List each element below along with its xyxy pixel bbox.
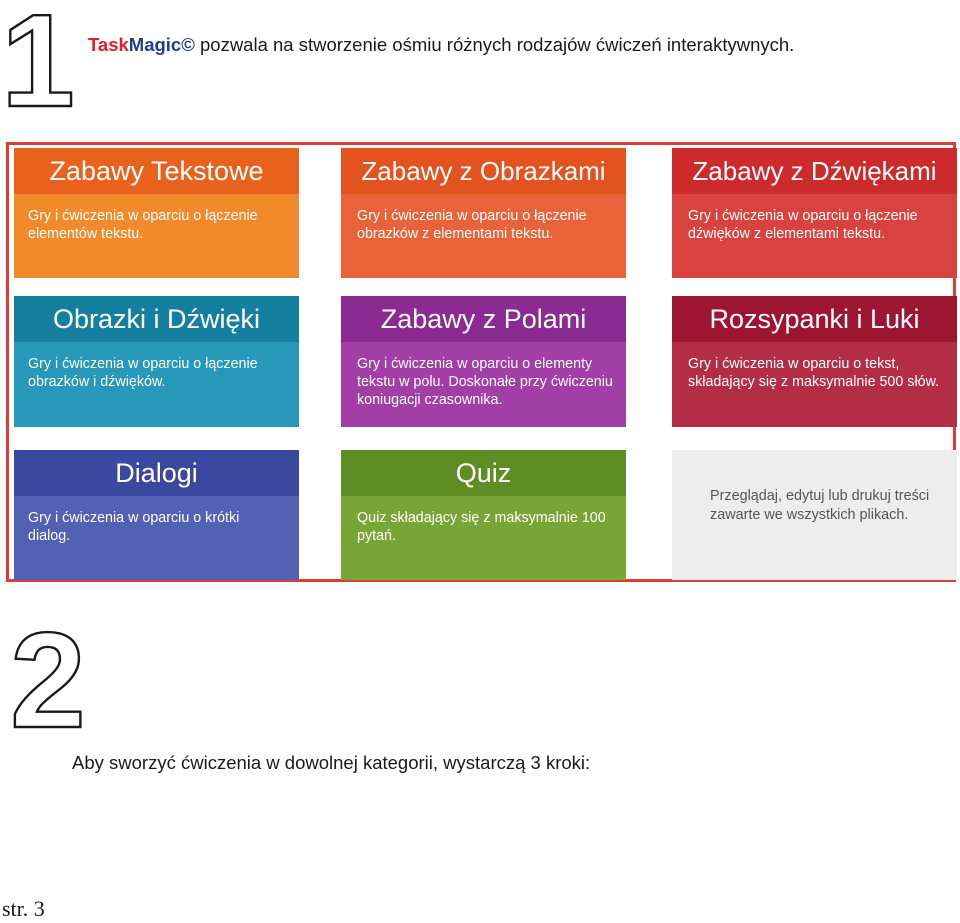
tile-title: Rozsypanki i Luki	[672, 296, 957, 342]
tile-title: Dialogi	[14, 450, 299, 496]
tile-title: Zabawy z Dźwiękami	[672, 148, 957, 194]
intro-sentence	[88, 34, 794, 56]
tile-description: Gry i ćwiczenia w oparciu o łączenie obrazków z elementami tekstu.	[357, 208, 587, 242]
tile-obrazki-i-dzwieki[interactable]	[14, 296, 299, 427]
tile-description: Quiz składający się z maksymalnie 100 pytań.	[357, 510, 606, 544]
intro-text: pozwala na stworzenie ośmiu różnych rodzajów ćwiczeń interaktywnych.	[194, 34, 795, 55]
tile-description: Przeglądaj, edytuj lub drukuj treści zawarte we wszystkich plikach.	[710, 488, 930, 523]
tile-title: Zabawy z Obrazkami	[341, 148, 626, 194]
step-number-1-graphic	[1, 0, 75, 134]
tile-zabawy-z-polami[interactable]	[341, 296, 626, 427]
tile-description: Gry i ćwiczenia w oparciu o łączenie elementów tekstu.	[28, 208, 258, 242]
tile-zabawy-z-obrazkami[interactable]	[341, 148, 626, 278]
step-number-1: 1	[1, 0, 75, 134]
exercise-categories-grid	[6, 142, 956, 582]
step-number-2: 2	[10, 604, 86, 756]
tile-description: Gry i ćwiczenia w oparciu o łączenie dźwięków z elementami tekstu.	[688, 208, 918, 242]
tile-zabawy-tekstowe[interactable]	[14, 148, 299, 278]
tile-description: Gry i ćwiczenia w oparciu o tekst, składający się z maksymalnie 500 słów.	[688, 356, 940, 390]
tile-description: Gry i ćwiczenia w oparciu o krótki dialog.	[28, 510, 240, 544]
tile-description: Gry i ćwiczenia w oparciu o elementy tekstu w polu. Doskonałe przy ćwiczeniu koniugacji czasownika.	[357, 356, 613, 408]
tile-title: Zabawy Tekstowe	[14, 148, 299, 194]
tile-quiz[interactable]	[341, 450, 626, 580]
tile-title: Zabawy z Polami	[341, 296, 626, 342]
tile-browse-edit-print[interactable]	[672, 450, 957, 580]
tile-title: Obrazki i Dźwięki	[14, 296, 299, 342]
tile-rozsypanki-i-luki[interactable]	[672, 296, 957, 427]
brand-magic: Magic©	[128, 34, 195, 55]
steps-intro-text: Aby sworzyć ćwiczenia w dowolnej kategorii, wystarczą 3 kroki:	[72, 752, 591, 773]
tile-description: Gry i ćwiczenia w oparciu o łączenie obrazków i dźwięków.	[28, 356, 258, 390]
page-number: str. 3	[2, 896, 45, 921]
tile-title: Quiz	[341, 450, 626, 496]
step-number-2-graphic	[8, 604, 88, 756]
brand-task: Task	[88, 34, 129, 55]
tile-zabawy-z-dzwiekami[interactable]	[672, 148, 957, 278]
tile-dialogi[interactable]	[14, 450, 299, 580]
